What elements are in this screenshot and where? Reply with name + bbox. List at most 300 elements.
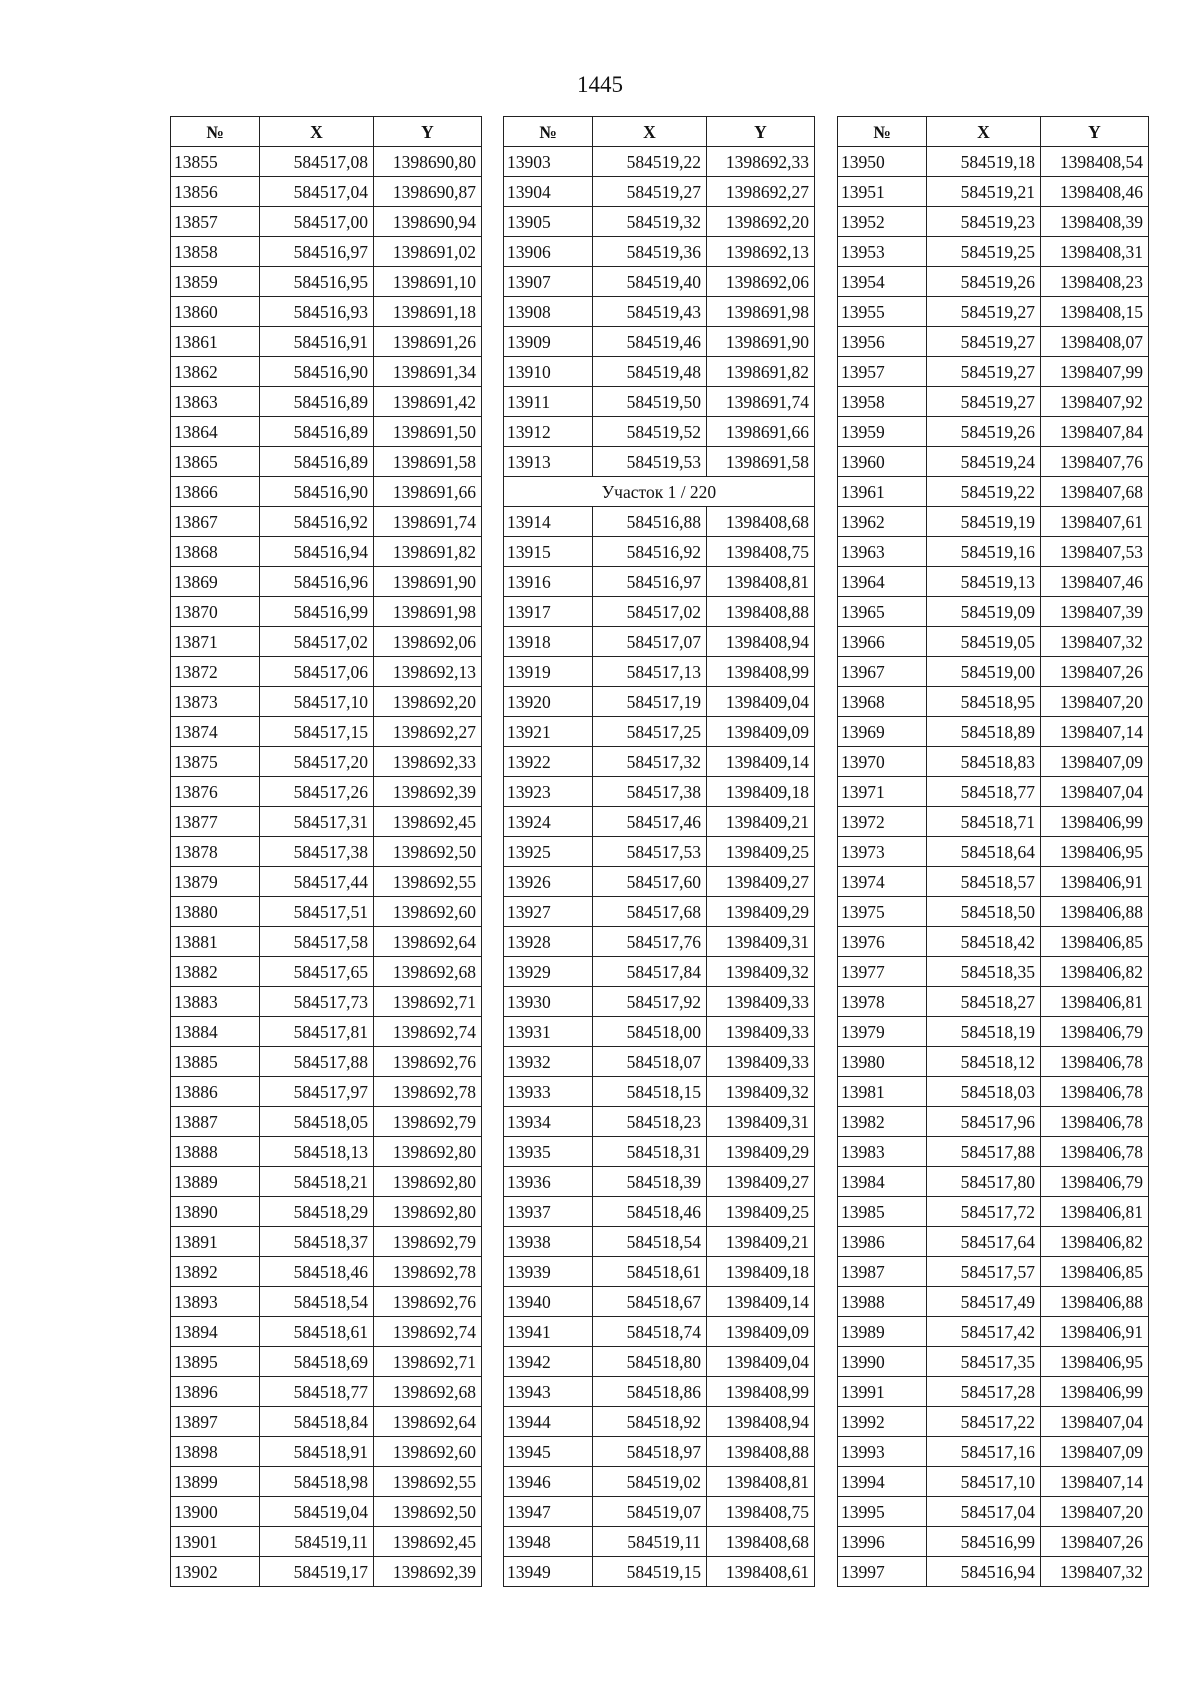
x-coordinate: 584517,08 (260, 147, 374, 177)
x-coordinate: 584519,11 (260, 1527, 374, 1557)
table-row (171, 477, 482, 507)
point-number: 13888 (171, 1137, 260, 1167)
table-row (171, 867, 482, 897)
point-number: 13947 (504, 1497, 593, 1527)
x-coordinate: 584519,48 (593, 357, 707, 387)
table-row (838, 957, 1149, 987)
y-coordinate: 1398407,04 (1041, 1407, 1149, 1437)
x-coordinate: 584517,38 (593, 777, 707, 807)
point-number: 13860 (171, 297, 260, 327)
point-number: 13903 (504, 147, 593, 177)
x-coordinate: 584518,61 (260, 1317, 374, 1347)
x-coordinate: 584517,28 (927, 1377, 1041, 1407)
point-number: 13928 (504, 927, 593, 957)
point-number: 13886 (171, 1077, 260, 1107)
point-number: 13883 (171, 987, 260, 1017)
y-coordinate: 1398692,50 (374, 1497, 482, 1527)
point-number: 13908 (504, 297, 593, 327)
point-number: 13926 (504, 867, 593, 897)
x-coordinate: 584518,05 (260, 1107, 374, 1137)
point-number: 13912 (504, 417, 593, 447)
table-row (838, 387, 1149, 417)
x-coordinate: 584517,49 (927, 1287, 1041, 1317)
x-coordinate: 584518,74 (593, 1317, 707, 1347)
y-coordinate: 1398409,25 (707, 837, 815, 867)
y-coordinate: 1398409,32 (707, 957, 815, 987)
x-coordinate: 584517,65 (260, 957, 374, 987)
point-number: 13981 (838, 1077, 927, 1107)
y-coordinate: 1398408,75 (707, 1497, 815, 1527)
point-number: 13880 (171, 897, 260, 927)
table-row (171, 777, 482, 807)
y-coordinate: 1398408,07 (1041, 327, 1149, 357)
table-row (171, 1467, 482, 1497)
table-row (171, 177, 482, 207)
x-coordinate: 584516,89 (260, 447, 374, 477)
point-number: 13856 (171, 177, 260, 207)
y-coordinate: 1398409,18 (707, 777, 815, 807)
x-coordinate: 584518,19 (927, 1017, 1041, 1047)
table-row (504, 237, 815, 267)
table-row (171, 387, 482, 417)
y-coordinate: 1398407,39 (1041, 597, 1149, 627)
point-number: 13951 (838, 177, 927, 207)
table-row (838, 927, 1149, 957)
table-row (504, 1467, 815, 1497)
x-coordinate: 584516,88 (593, 507, 707, 537)
y-coordinate: 1398409,31 (707, 927, 815, 957)
y-coordinate: 1398409,21 (707, 807, 815, 837)
x-coordinate: 584519,50 (593, 387, 707, 417)
table-row (504, 1257, 815, 1287)
point-number: 13930 (504, 987, 593, 1017)
y-coordinate: 1398406,81 (1041, 987, 1149, 1017)
x-coordinate: 584519,27 (927, 357, 1041, 387)
header-y: Y (707, 117, 815, 147)
x-coordinate: 584517,72 (927, 1197, 1041, 1227)
point-number: 13929 (504, 957, 593, 987)
point-number: 13976 (838, 927, 927, 957)
y-coordinate: 1398406,95 (1041, 1347, 1149, 1377)
y-coordinate: 1398408,81 (707, 1467, 815, 1497)
table-row (838, 1167, 1149, 1197)
table-row (171, 987, 482, 1017)
table-row (171, 1167, 482, 1197)
x-coordinate: 584517,31 (260, 807, 374, 837)
x-coordinate: 584517,88 (927, 1137, 1041, 1167)
y-coordinate: 1398408,61 (707, 1557, 815, 1587)
point-number: 13887 (171, 1107, 260, 1137)
y-coordinate: 1398408,15 (1041, 297, 1149, 327)
point-number: 13949 (504, 1557, 593, 1587)
point-number: 13941 (504, 1317, 593, 1347)
y-coordinate: 1398692,60 (374, 897, 482, 927)
table-row (504, 357, 815, 387)
table-row (171, 657, 482, 687)
y-coordinate: 1398409,25 (707, 1197, 815, 1227)
x-coordinate: 584517,22 (927, 1407, 1041, 1437)
x-coordinate: 584518,54 (260, 1287, 374, 1317)
y-coordinate: 1398407,09 (1041, 1437, 1149, 1467)
table-row (504, 777, 815, 807)
x-coordinate: 584519,27 (593, 177, 707, 207)
header-y: Y (374, 117, 482, 147)
header-row (838, 117, 1149, 147)
x-coordinate: 584519,00 (927, 657, 1041, 687)
table-row (504, 1017, 815, 1047)
point-number: 13940 (504, 1287, 593, 1317)
table-row (504, 387, 815, 417)
section-label: Участок 1 / 220 (504, 477, 815, 507)
y-coordinate: 1398691,42 (374, 387, 482, 417)
y-coordinate: 1398691,98 (707, 297, 815, 327)
y-coordinate: 1398691,98 (374, 597, 482, 627)
y-coordinate: 1398409,14 (707, 747, 815, 777)
x-coordinate: 584518,69 (260, 1347, 374, 1377)
y-coordinate: 1398691,74 (707, 387, 815, 417)
point-number: 13864 (171, 417, 260, 447)
point-number: 13933 (504, 1077, 593, 1107)
point-number: 13919 (504, 657, 593, 687)
y-coordinate: 1398407,14 (1041, 717, 1149, 747)
table-row (838, 1497, 1149, 1527)
x-coordinate: 584516,89 (260, 417, 374, 447)
y-coordinate: 1398692,20 (707, 207, 815, 237)
point-number: 13968 (838, 687, 927, 717)
y-coordinate: 1398407,53 (1041, 537, 1149, 567)
x-coordinate: 584518,39 (593, 1167, 707, 1197)
y-coordinate: 1398406,81 (1041, 1197, 1149, 1227)
section-row (504, 477, 815, 507)
point-number: 13970 (838, 747, 927, 777)
table-row (504, 657, 815, 687)
x-coordinate: 584518,21 (260, 1167, 374, 1197)
table-row (171, 837, 482, 867)
table-row (504, 747, 815, 777)
point-number: 13862 (171, 357, 260, 387)
point-number: 13863 (171, 387, 260, 417)
table-row (171, 1227, 482, 1257)
table-row (171, 1317, 482, 1347)
point-number: 13867 (171, 507, 260, 537)
point-number: 13909 (504, 327, 593, 357)
x-coordinate: 584519,27 (927, 327, 1041, 357)
point-number: 13956 (838, 327, 927, 357)
point-number: 13921 (504, 717, 593, 747)
table-row (171, 147, 482, 177)
x-coordinate: 584517,02 (260, 627, 374, 657)
point-number: 13950 (838, 147, 927, 177)
x-coordinate: 584519,32 (593, 207, 707, 237)
y-coordinate: 1398409,04 (707, 1347, 815, 1377)
x-coordinate: 584517,58 (260, 927, 374, 957)
table-row (504, 177, 815, 207)
table-row (838, 717, 1149, 747)
x-coordinate: 584517,15 (260, 717, 374, 747)
x-coordinate: 584519,21 (927, 177, 1041, 207)
point-number: 13975 (838, 897, 927, 927)
x-coordinate: 584519,22 (927, 477, 1041, 507)
point-number: 13942 (504, 1347, 593, 1377)
table-row (504, 417, 815, 447)
y-coordinate: 1398406,91 (1041, 867, 1149, 897)
table-row (171, 1407, 482, 1437)
point-number: 13875 (171, 747, 260, 777)
x-coordinate: 584518,42 (927, 927, 1041, 957)
table-row (504, 1527, 815, 1557)
table-row (504, 1377, 815, 1407)
x-coordinate: 584518,97 (593, 1437, 707, 1467)
point-number: 13859 (171, 267, 260, 297)
table-row (504, 567, 815, 597)
y-coordinate: 1398406,82 (1041, 1227, 1149, 1257)
table-row (171, 537, 482, 567)
point-number: 13955 (838, 297, 927, 327)
table-row (171, 297, 482, 327)
x-coordinate: 584518,77 (260, 1377, 374, 1407)
y-coordinate: 1398406,78 (1041, 1107, 1149, 1137)
table-row (171, 1527, 482, 1557)
x-coordinate: 584517,38 (260, 837, 374, 867)
y-coordinate: 1398692,13 (707, 237, 815, 267)
page-number: 1445 (577, 72, 623, 97)
point-number: 13945 (504, 1437, 593, 1467)
table-row (838, 447, 1149, 477)
table-row (838, 147, 1149, 177)
y-coordinate: 1398691,50 (374, 417, 482, 447)
y-coordinate: 1398692,80 (374, 1197, 482, 1227)
point-number: 13978 (838, 987, 927, 1017)
table-row (171, 927, 482, 957)
y-coordinate: 1398692,80 (374, 1137, 482, 1167)
x-coordinate: 584517,10 (927, 1467, 1041, 1497)
point-number: 13935 (504, 1137, 593, 1167)
table-row (838, 177, 1149, 207)
header-x: X (927, 117, 1041, 147)
header-number: № (838, 117, 927, 147)
y-coordinate: 1398407,61 (1041, 507, 1149, 537)
table-row (171, 687, 482, 717)
coordinates-table-3 (837, 116, 1149, 1587)
y-coordinate: 1398692,50 (374, 837, 482, 867)
point-number: 13868 (171, 537, 260, 567)
y-coordinate: 1398409,33 (707, 1017, 815, 1047)
x-coordinate: 584517,07 (593, 627, 707, 657)
table-row (838, 1467, 1149, 1497)
y-coordinate: 1398692,79 (374, 1107, 482, 1137)
point-number: 13938 (504, 1227, 593, 1257)
x-coordinate: 584517,46 (593, 807, 707, 837)
point-number: 13890 (171, 1197, 260, 1227)
x-coordinate: 584518,61 (593, 1257, 707, 1287)
x-coordinate: 584519,24 (927, 447, 1041, 477)
point-number: 13917 (504, 597, 593, 627)
table-row (838, 657, 1149, 687)
point-number: 13989 (838, 1317, 927, 1347)
y-coordinate: 1398692,80 (374, 1167, 482, 1197)
y-coordinate: 1398408,81 (707, 567, 815, 597)
x-coordinate: 584517,00 (260, 207, 374, 237)
point-number: 13901 (171, 1527, 260, 1557)
y-coordinate: 1398409,27 (707, 867, 815, 897)
point-number: 13953 (838, 237, 927, 267)
x-coordinate: 584519,52 (593, 417, 707, 447)
point-number: 13987 (838, 1257, 927, 1287)
y-coordinate: 1398691,58 (374, 447, 482, 477)
x-coordinate: 584517,76 (593, 927, 707, 957)
table-row (838, 1107, 1149, 1137)
y-coordinate: 1398692,13 (374, 657, 482, 687)
y-coordinate: 1398692,76 (374, 1287, 482, 1317)
x-coordinate: 584517,80 (927, 1167, 1041, 1197)
table-row (838, 327, 1149, 357)
point-number: 13946 (504, 1467, 593, 1497)
y-coordinate: 1398406,82 (1041, 957, 1149, 987)
x-coordinate: 584518,27 (927, 987, 1041, 1017)
point-number: 13895 (171, 1347, 260, 1377)
y-coordinate: 1398692,68 (374, 1377, 482, 1407)
y-coordinate: 1398692,39 (374, 777, 482, 807)
y-coordinate: 1398692,06 (374, 627, 482, 657)
table-row (838, 537, 1149, 567)
y-coordinate: 1398691,34 (374, 357, 482, 387)
table-row (838, 1527, 1149, 1557)
x-coordinate: 584518,80 (593, 1347, 707, 1377)
x-coordinate: 584518,23 (593, 1107, 707, 1137)
y-coordinate: 1398408,46 (1041, 177, 1149, 207)
table-row (504, 1287, 815, 1317)
y-coordinate: 1398408,23 (1041, 267, 1149, 297)
table-row (838, 867, 1149, 897)
x-coordinate: 584516,93 (260, 297, 374, 327)
y-coordinate: 1398691,26 (374, 327, 482, 357)
y-coordinate: 1398692,06 (707, 267, 815, 297)
table-row (838, 807, 1149, 837)
y-coordinate: 1398408,99 (707, 1377, 815, 1407)
x-coordinate: 584516,94 (260, 537, 374, 567)
y-coordinate: 1398409,33 (707, 1047, 815, 1077)
point-number: 13964 (838, 567, 927, 597)
table-row (171, 1497, 482, 1527)
x-coordinate: 584518,91 (260, 1437, 374, 1467)
x-coordinate: 584519,15 (593, 1557, 707, 1587)
x-coordinate: 584516,99 (927, 1527, 1041, 1557)
point-number: 13894 (171, 1317, 260, 1347)
x-coordinate: 584519,36 (593, 237, 707, 267)
table-row (504, 1557, 815, 1587)
x-coordinate: 584519,53 (593, 447, 707, 477)
table-row (504, 957, 815, 987)
table-row (838, 567, 1149, 597)
table-row (171, 1017, 482, 1047)
x-coordinate: 584516,92 (260, 507, 374, 537)
point-number: 13977 (838, 957, 927, 987)
table-row (838, 1197, 1149, 1227)
x-coordinate: 584517,02 (593, 597, 707, 627)
point-number: 13983 (838, 1137, 927, 1167)
table-row (504, 1437, 815, 1467)
table-row (171, 1257, 482, 1287)
y-coordinate: 1398692,78 (374, 1257, 482, 1287)
table-row (504, 1137, 815, 1167)
x-coordinate: 584518,95 (927, 687, 1041, 717)
table-row (171, 1377, 482, 1407)
x-coordinate: 584519,18 (927, 147, 1041, 177)
point-number: 13877 (171, 807, 260, 837)
x-coordinate: 584517,16 (927, 1437, 1041, 1467)
point-number: 13869 (171, 567, 260, 597)
y-coordinate: 1398407,46 (1041, 567, 1149, 597)
header-y: Y (1041, 117, 1149, 147)
y-coordinate: 1398408,94 (707, 1407, 815, 1437)
x-coordinate: 584517,92 (593, 987, 707, 1017)
y-coordinate: 1398408,68 (707, 507, 815, 537)
table-row (838, 1437, 1149, 1467)
y-coordinate: 1398409,29 (707, 1137, 815, 1167)
header-number: № (171, 117, 260, 147)
table-row (171, 1557, 482, 1587)
point-number: 13898 (171, 1437, 260, 1467)
y-coordinate: 1398408,68 (707, 1527, 815, 1557)
point-number: 13870 (171, 597, 260, 627)
point-number: 13984 (838, 1167, 927, 1197)
x-coordinate: 584519,46 (593, 327, 707, 357)
point-number: 13881 (171, 927, 260, 957)
table-row (171, 417, 482, 447)
header-row (504, 117, 815, 147)
x-coordinate: 584516,99 (260, 597, 374, 627)
x-coordinate: 584519,19 (927, 507, 1041, 537)
point-number: 13979 (838, 1017, 927, 1047)
table-row (171, 1047, 482, 1077)
x-coordinate: 584519,43 (593, 297, 707, 327)
y-coordinate: 1398408,31 (1041, 237, 1149, 267)
table-row (171, 567, 482, 597)
point-number: 13948 (504, 1527, 593, 1557)
y-coordinate: 1398692,60 (374, 1437, 482, 1467)
y-coordinate: 1398692,33 (707, 147, 815, 177)
x-coordinate: 584518,31 (593, 1137, 707, 1167)
x-coordinate: 584517,73 (260, 987, 374, 1017)
point-number: 13972 (838, 807, 927, 837)
x-coordinate: 584517,20 (260, 747, 374, 777)
y-coordinate: 1398692,64 (374, 927, 482, 957)
table-row (504, 297, 815, 327)
x-coordinate: 584518,92 (593, 1407, 707, 1437)
y-coordinate: 1398408,99 (707, 657, 815, 687)
point-number: 13939 (504, 1257, 593, 1287)
y-coordinate: 1398409,09 (707, 717, 815, 747)
table-row (171, 1347, 482, 1377)
x-coordinate: 584518,83 (927, 747, 1041, 777)
table-row (838, 987, 1149, 1017)
x-coordinate: 584519,11 (593, 1527, 707, 1557)
y-coordinate: 1398692,27 (707, 177, 815, 207)
x-coordinate: 584518,35 (927, 957, 1041, 987)
y-coordinate: 1398692,33 (374, 747, 482, 777)
table-row (838, 1047, 1149, 1077)
table-row (838, 357, 1149, 387)
x-coordinate: 584518,13 (260, 1137, 374, 1167)
x-coordinate: 584518,77 (927, 777, 1041, 807)
y-coordinate: 1398409,21 (707, 1227, 815, 1257)
y-coordinate: 1398407,76 (1041, 447, 1149, 477)
point-number: 13963 (838, 537, 927, 567)
point-number: 13876 (171, 777, 260, 807)
table-row (838, 777, 1149, 807)
table-row (838, 1257, 1149, 1287)
y-coordinate: 1398406,88 (1041, 897, 1149, 927)
